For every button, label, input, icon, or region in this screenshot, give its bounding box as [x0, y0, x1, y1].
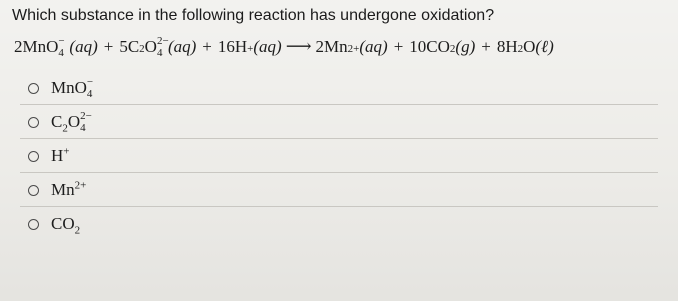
- choice-label: [51, 110, 92, 135]
- choice-label: [51, 180, 86, 200]
- state-label: (g): [455, 37, 476, 56]
- charge-superscript: 2−: [156, 35, 169, 47]
- question-text: Which substance in the following reaction has undergone oxidation?: [12, 7, 495, 24]
- atom-subscript: 4: [86, 88, 93, 100]
- choice-hydrogen-ion[interactable]: [12, 139, 666, 173]
- sub-sup-pair: [58, 35, 68, 59]
- product-manganese-ion: 2 Mn 2+ (aq): [316, 35, 388, 59]
- formula-part: O: [523, 37, 536, 56]
- formula: CO: [426, 37, 450, 56]
- formula: Mn: [51, 180, 75, 199]
- atom-subscript: 4: [80, 122, 86, 134]
- state-label: (aq): [69, 37, 98, 56]
- state-label: (aq): [253, 37, 282, 56]
- formula-part: H: [505, 37, 518, 56]
- choice-permanganate[interactable]: [12, 71, 666, 105]
- radio-button[interactable]: [28, 83, 39, 94]
- choice-oxalate[interactable]: [12, 105, 666, 139]
- formula-part: O: [67, 112, 81, 131]
- atom-subscript: 4: [58, 47, 64, 59]
- coefficient: 8: [496, 37, 506, 56]
- choice-label: [51, 146, 70, 166]
- formula: MnO: [22, 37, 59, 56]
- plus-sign: +: [202, 37, 212, 56]
- formula: Mn: [324, 37, 348, 56]
- charge-superscript: −: [58, 35, 65, 47]
- atom-subscript: 2: [62, 122, 68, 135]
- atom-subscript: 4: [156, 47, 163, 59]
- formula: MnO: [51, 78, 87, 97]
- plus-sign: +: [481, 37, 491, 56]
- formula-part: O: [144, 37, 157, 56]
- formula: H: [51, 146, 64, 165]
- radio-button[interactable]: [28, 185, 39, 196]
- product-carbon-dioxide: 10 CO 2 (g): [409, 35, 475, 59]
- coefficient: 16: [217, 37, 235, 56]
- state-label: (aq): [167, 37, 197, 56]
- radio-button[interactable]: [28, 219, 39, 230]
- plus-sign: +: [393, 37, 404, 56]
- sub-sup-pair: [80, 110, 92, 134]
- plus-sign: +: [103, 37, 114, 56]
- formula-part: C: [51, 112, 63, 131]
- radio-button[interactable]: [28, 117, 39, 128]
- choice-carbon-dioxide[interactable]: [12, 207, 666, 241]
- state-label: (ℓ): [535, 37, 554, 56]
- coefficient: 5: [119, 37, 128, 56]
- answer-choices: [12, 71, 666, 241]
- charge-superscript: 2−: [80, 110, 92, 122]
- reaction-equation: [14, 34, 666, 59]
- choice-manganese-ion[interactable]: [12, 173, 666, 207]
- coefficient: 10: [409, 37, 427, 56]
- formula: CO: [51, 214, 75, 233]
- choice-label: [51, 78, 98, 98]
- coefficient: 2: [14, 37, 23, 56]
- reactant-hydrogen-ion: 16 H + (aq): [218, 35, 282, 59]
- charge-superscript: 2+: [74, 179, 87, 192]
- atom-subscript: 2: [74, 224, 81, 237]
- sub-sup-pair: [156, 35, 169, 59]
- state-label: (aq): [359, 37, 388, 56]
- charge-superscript: +: [63, 145, 70, 158]
- reactant-oxalate: 5 C 2 O 2− 4 (aq): [119, 35, 197, 59]
- sub-sup-pair: [86, 76, 97, 100]
- formula: H: [234, 37, 248, 56]
- charge-superscript: −: [86, 76, 94, 88]
- coefficient: 2: [315, 37, 325, 56]
- choice-label: [51, 214, 81, 237]
- radio-button[interactable]: [28, 151, 39, 162]
- reaction-arrow-icon: ⟶: [285, 36, 312, 56]
- formula-part: C: [127, 37, 140, 56]
- reactant-permanganate: [14, 35, 98, 59]
- product-water: 8 H 2 O (ℓ): [497, 35, 554, 59]
